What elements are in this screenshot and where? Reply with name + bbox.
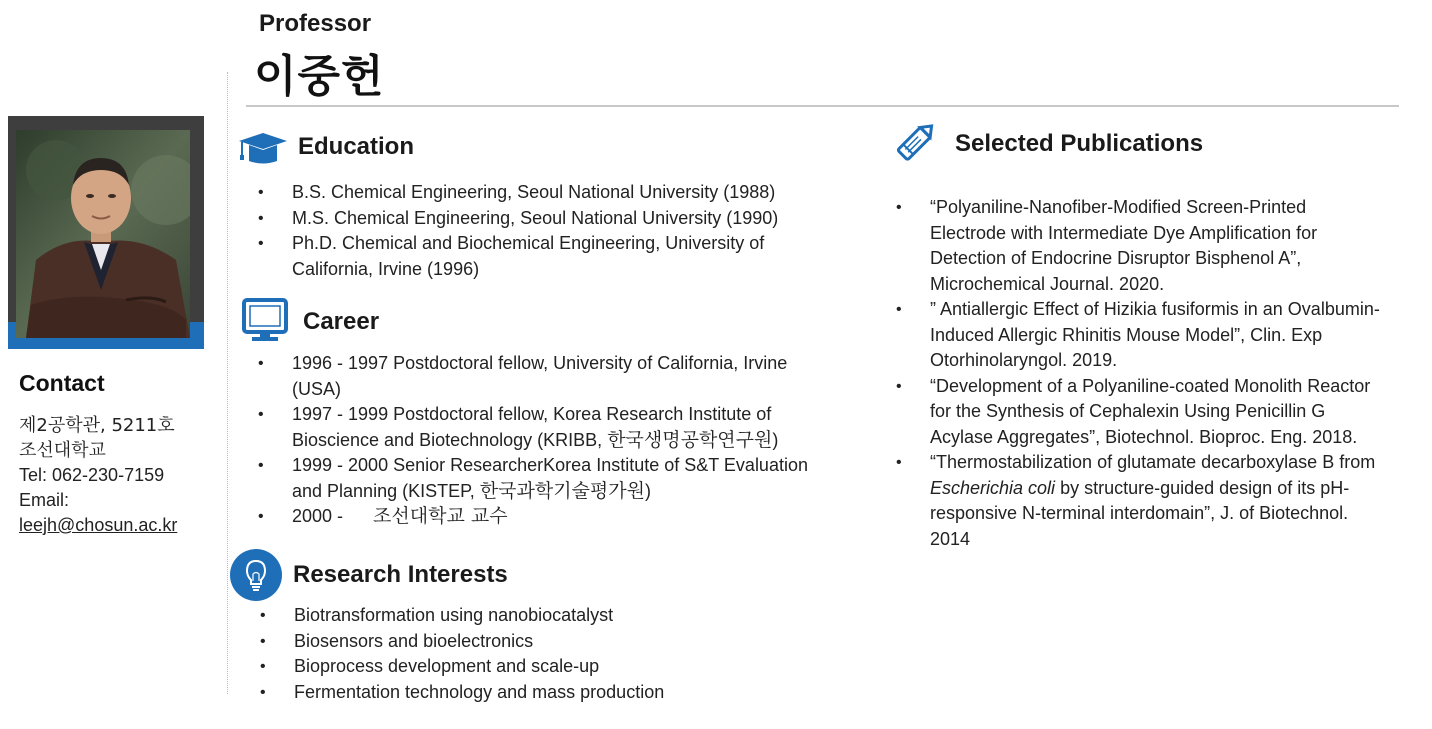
publication-item: • ” Antiallergic Effect of Hizikia fusiformis in an Ovalbumin-Induced Allergic Rhinitis Mouse Model”, Clin. Exp Otorhinolaryngol. 2019. xyxy=(930,297,1385,374)
publication-item: • “Development of a Polyaniline-coated Monolith Reactor for the Synthesis of Cephalexin Using Penicillin G Acylase Aggregates”, Biotechnol. Bioproc. Eng. 2018. xyxy=(930,374,1385,451)
education-item: • Ph.D. Chemical and Biochemical Engineering, University of California, Irvine (1996) xyxy=(292,231,832,282)
career-item-tail: ) xyxy=(772,429,779,450)
education-title: Education xyxy=(298,133,415,160)
contact-title: Contact xyxy=(19,370,105,396)
contact-university: 조선대학교 xyxy=(19,440,106,461)
research-title: Research Interests xyxy=(293,561,508,588)
career-item xyxy=(292,453,837,504)
professor-name: 이중헌 xyxy=(254,51,385,102)
career-item-text: 2000 - xyxy=(292,506,374,526)
research-item: • Biotransformation using nanobiocatalyst xyxy=(294,603,834,629)
career-item-tail: ) xyxy=(644,480,651,501)
career-item-korean: 한국생명공학연구원 xyxy=(607,428,773,451)
education-list xyxy=(292,180,832,282)
profile-photo-illustration xyxy=(16,130,190,338)
career-item-text: 1997 - 1999 Postdoctoral fellow, Korea Research Institute of Bioscience and Biotechnology (KRIBB, xyxy=(292,404,772,450)
column-divider xyxy=(227,72,228,694)
research-item: • Fermentation technology and mass production xyxy=(294,680,834,706)
career-item xyxy=(292,402,837,453)
research-item: • Bioprocess development and scale-up xyxy=(294,654,834,680)
career-item xyxy=(292,504,837,530)
lightbulb-icon xyxy=(230,549,282,606)
career-item-korean: 조선대학교 교수 xyxy=(373,505,508,527)
career-list xyxy=(292,351,837,530)
graduation-cap-icon xyxy=(238,131,288,170)
profile-photo xyxy=(16,130,190,338)
contact-tel: Tel: 062-230-7159 xyxy=(19,465,165,485)
research-item: • Biosensors and bioelectronics xyxy=(294,629,834,655)
education-item: • M.S. Chemical Engineering, Seoul National University (1990) xyxy=(292,206,832,232)
publication-species: Escherichia coli xyxy=(930,477,1056,498)
career-title: Career xyxy=(303,308,380,335)
contact-email-label: Email: xyxy=(19,490,70,510)
header-divider xyxy=(246,105,1399,107)
career-item xyxy=(292,351,837,402)
research-list xyxy=(294,603,834,705)
publications-list xyxy=(930,195,1385,552)
publications-title: Selected Publications xyxy=(955,130,1204,157)
contact-office: 제2공학관, 5211호 xyxy=(19,415,175,436)
publication-item xyxy=(930,450,1385,552)
education-item: • B.S. Chemical Engineering, Seoul National University (1988) xyxy=(292,180,832,206)
career-item-korean: 한국과학기술평가원 xyxy=(479,479,645,502)
professor-role: Professor xyxy=(259,10,372,37)
publication-text: “Thermostabilization of glutamate decarboxylase B from xyxy=(930,452,1376,472)
career-item-text: 1996 - 1997 Postdoctoral fellow, University of California, Irvine (USA) xyxy=(292,353,788,399)
pencil-icon xyxy=(892,120,940,171)
publication-text: by structure-guided design of its pH-responsive N-terminal interdomain”, J. of Biotechnol. 2014 xyxy=(930,477,1350,549)
publication-item: • “Polyaniline-Nanofiber-Modified Screen-Printed Electrode with Intermediate Dye Amplification for Detection of Endocrine Disruptor Bisphenol A”, Microchemical Journal. 2020. xyxy=(930,195,1385,297)
contact-email-link[interactable]: leejh@chosun.ac.kr xyxy=(19,515,178,535)
monitor-icon xyxy=(242,298,288,347)
career-item-text: 1999 - 2000 Senior ResearcherKorea Institute of S&T Evaluation and Planning (KISTEP, xyxy=(292,455,808,501)
